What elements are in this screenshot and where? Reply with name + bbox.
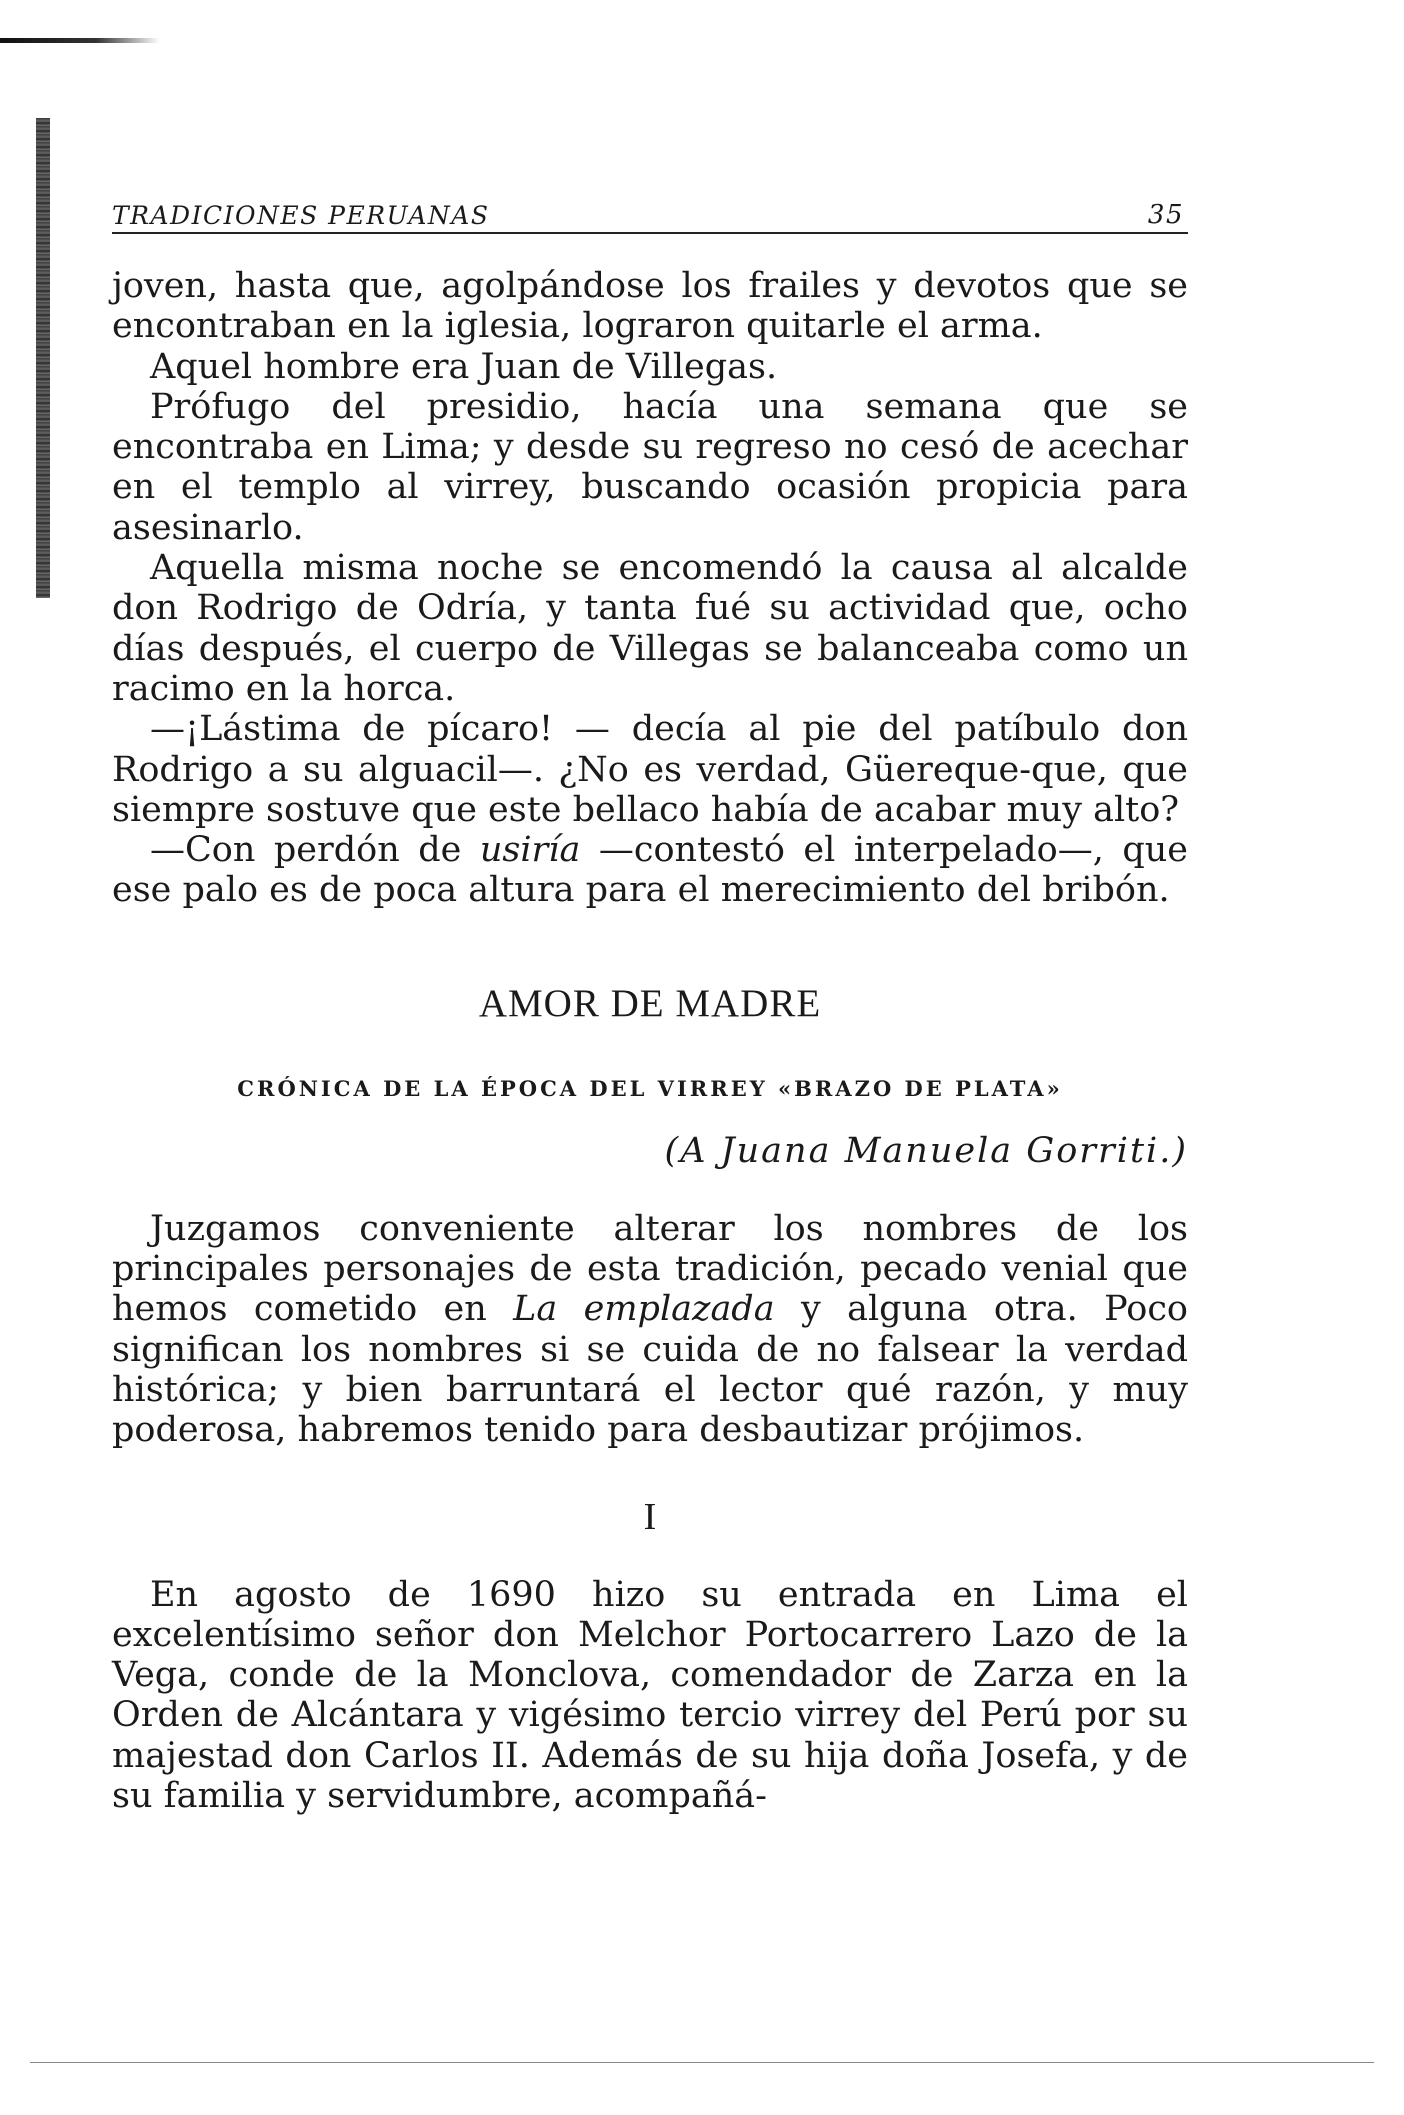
paragraph-1: joven, hasta que, agolpándose los frailes y devotos que se encontraban en la iglesia, lograron quitarle el arma. <box>112 266 1188 347</box>
paragraph-5: —¡Lástima de pícaro! — decía al pie del patíbulo don Rodrigo a su alguacil—. ¿No es verdad, Güereque-que, que siempre sostuve que este bellaco había de acabar muy alto? <box>112 709 1188 830</box>
running-title: TRADICIONES PERUANAS <box>112 201 490 230</box>
running-header <box>112 196 1188 234</box>
paragraph-6 <box>112 830 1188 911</box>
chapter-intro <box>112 1209 1188 1451</box>
paragraph-3: Prófugo del presidio, hacía una semana que se encontraba en Lima; y desde su regreso no cesó de acechar en el templo al virrey, buscando ocasión propicia para asesinarlo. <box>112 386 1188 548</box>
paragraph-4: Aquella misma noche se encomendó la causa al alcalde don Rodrigo de Odría, y tanta fué su actividad que, ocho días después, el cuerpo de Villegas se balanceaba como un racimo en la horca. <box>112 548 1188 709</box>
chapter-title: AMOR DE MADRE <box>478 981 822 1025</box>
scan-bottom-edge <box>30 2062 1374 2063</box>
section-one-paragraph: En agosto de 1690 hizo su entrada en Lima el excelentísimo señor don Melchor Portocarrero Lazo de la Vega, conde de la Monclova, comendador de Zarza en la Orden de Alcántara y vigésimo tercio virrey del Perú por su majestad don Carlos II. Además de su hija doña Josefa, y de su familia y servidumbre, acompañá- <box>112 1574 1188 1817</box>
chapter-dedication: (A Juana Manuela Gorriti.) <box>664 1130 1188 1171</box>
continuation-text <box>112 266 1188 911</box>
book-spine-shadow <box>36 118 50 598</box>
paragraph-6-start: —Con perdón de <box>150 830 480 871</box>
intro-start: Juzgamos conveniente alterar los nombres de los principales personajes de esta tradición, pecado venial que hemos cometido en <box>112 1208 1188 1330</box>
chapter-subtitle: CRÓNICA DE LA ÉPOCA DEL VIRREY «BRAZO DE PLATA» <box>237 1075 1063 1101</box>
paragraph-6-end: —contestó el interpelado—, que ese palo es de poca altura para el merecimiento del bribón. <box>112 830 1188 911</box>
page-number: 35 <box>1147 200 1184 230</box>
section-one-text <box>112 1575 1188 1817</box>
intro-end: y alguna otra. Poco significan los nombres si se cuida de no falsear la verdad histórica; y bien barruntará el lector qué razón, y muy poderosa, habremos tenido para desbautizar prójimos. <box>112 1289 1188 1451</box>
section-numeral: I <box>643 1495 657 1538</box>
scan-edge-mark <box>0 38 160 43</box>
paragraph-2: Aquel hombre era Juan de Villegas. <box>150 346 778 387</box>
book-page <box>112 196 1188 1816</box>
intro-emphasis: La emplazada <box>513 1289 775 1330</box>
intro-paragraph <box>112 1209 1188 1451</box>
paragraph-6-emphasis: usiría <box>479 830 581 871</box>
